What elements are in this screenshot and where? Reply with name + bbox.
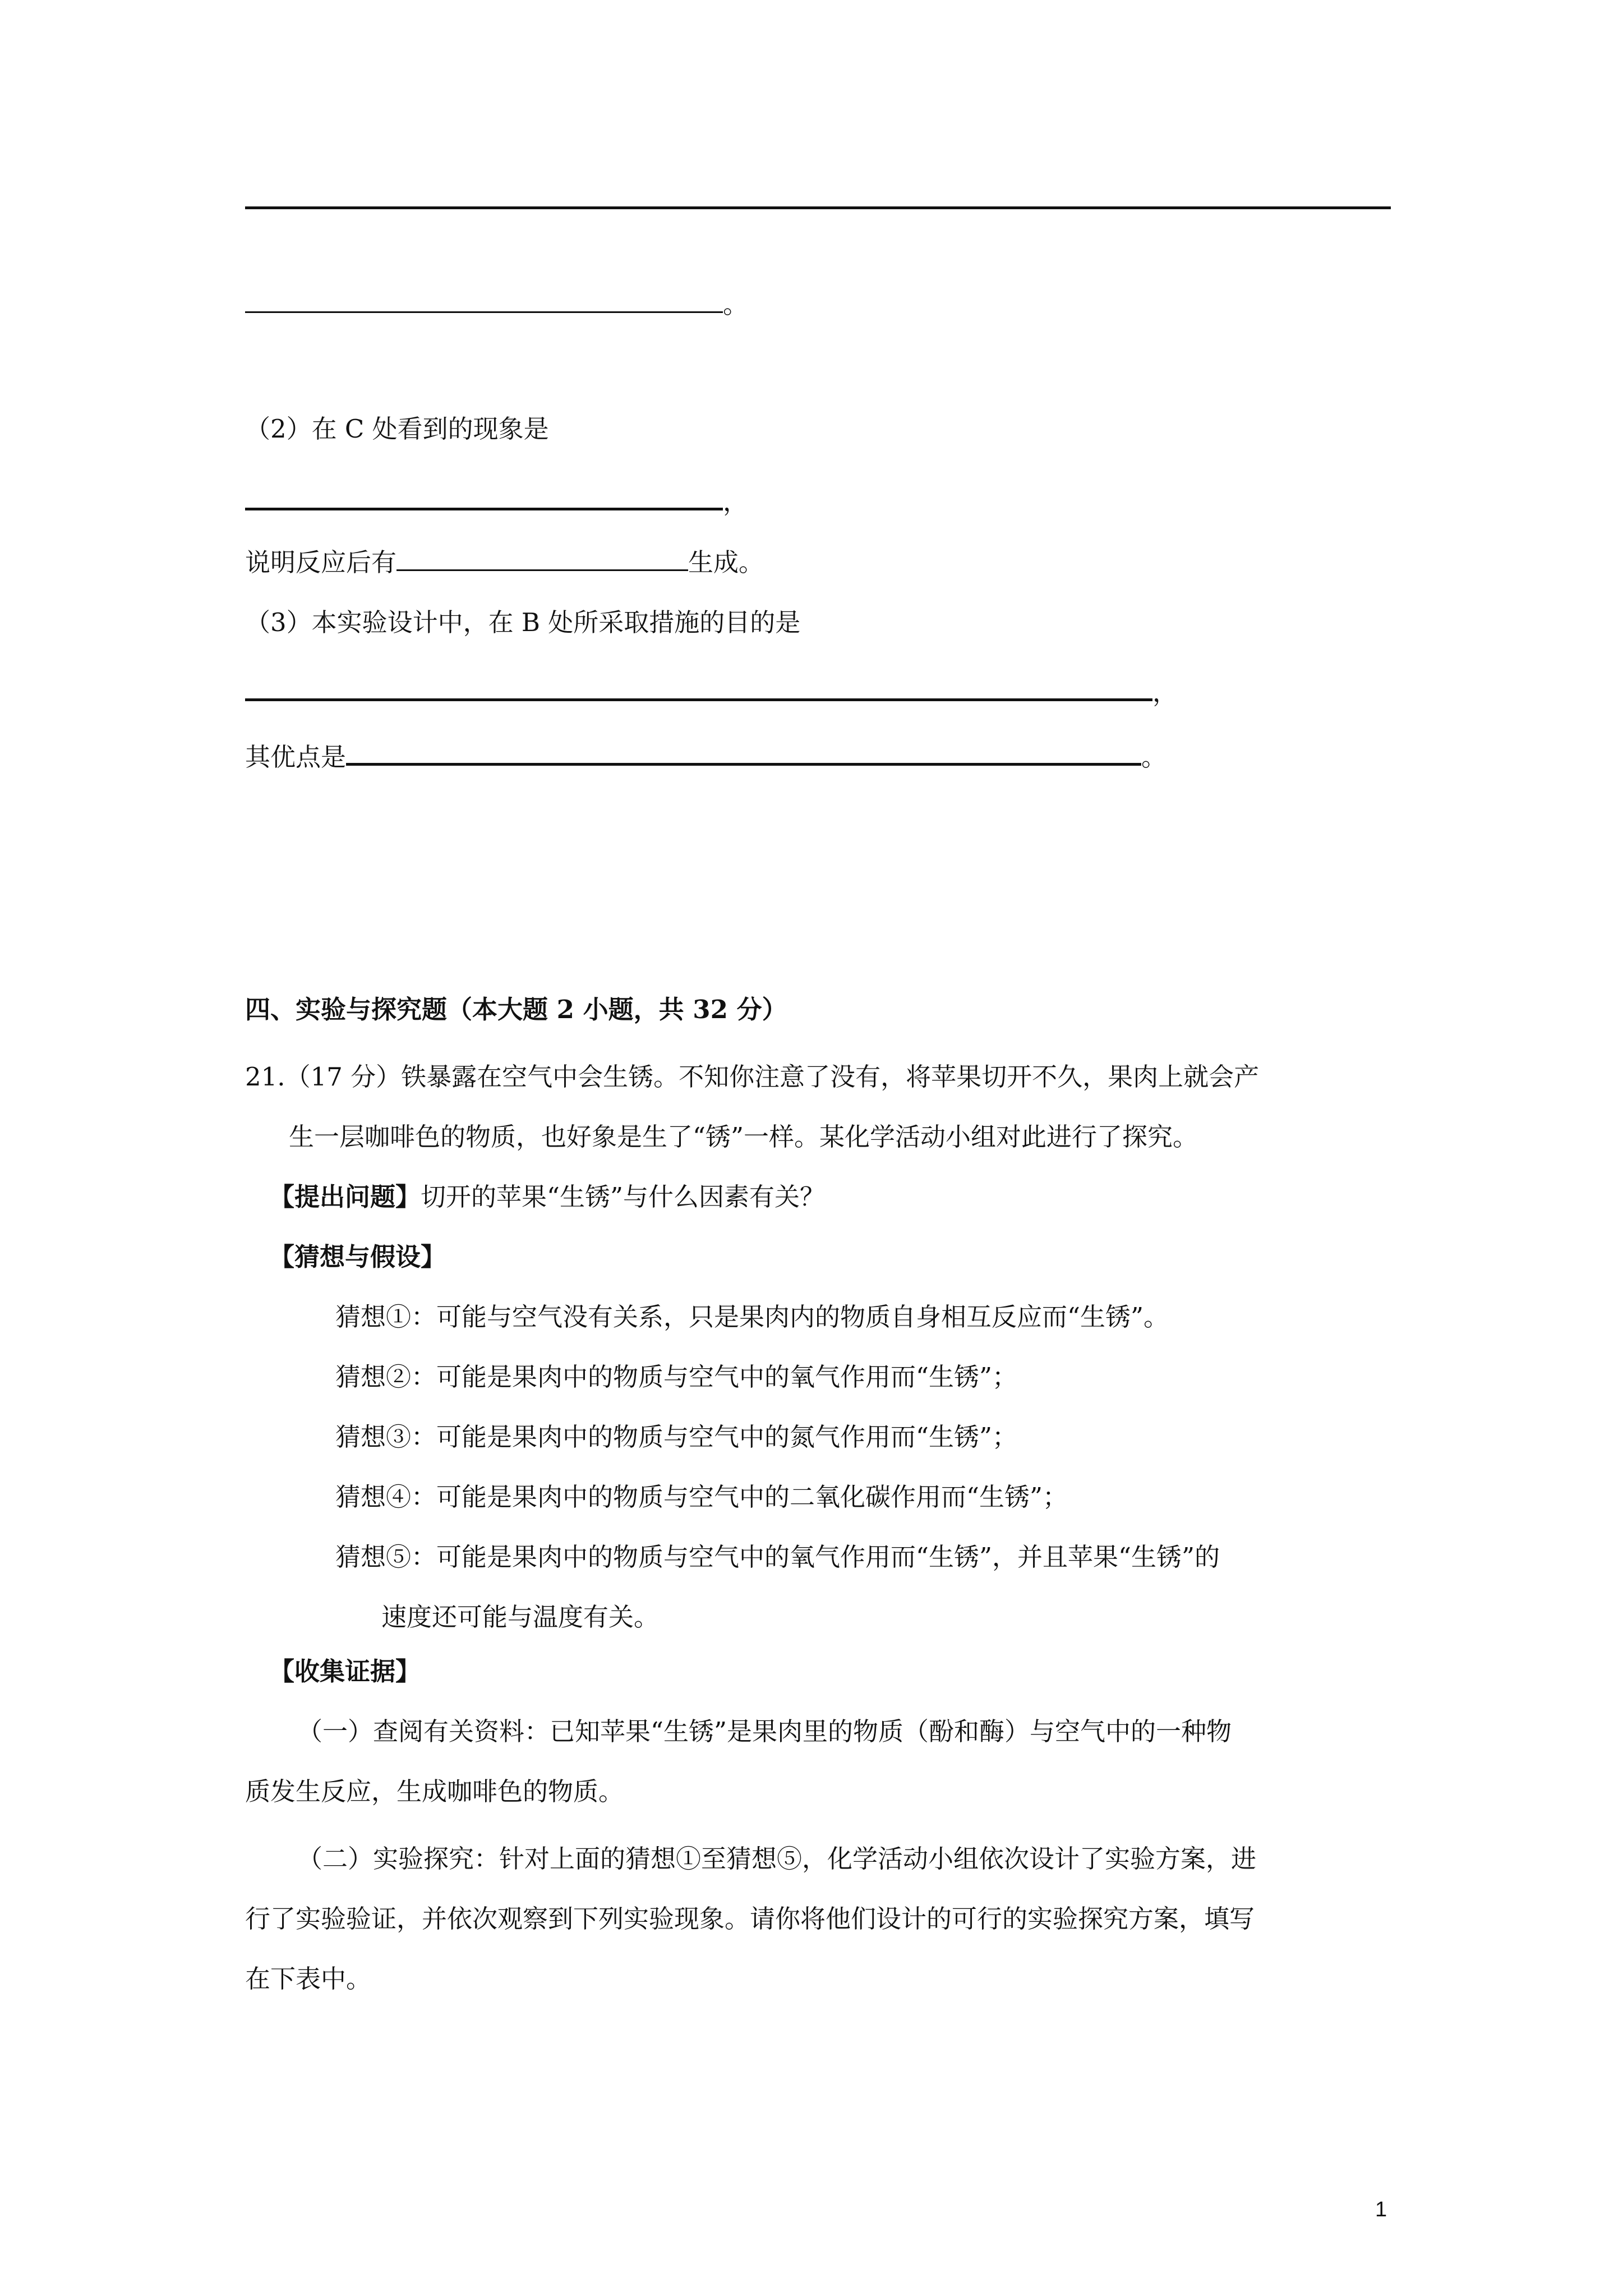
- q21-intro-line2: 生一层咖啡色的物质，也好象是生了“锈”一样。某化学活动小组对此进行了探究。: [289, 1122, 1198, 1152]
- evidence-1-line1: （一）查阅有关资料：已知苹果“生锈”是果肉里的物质（酚和酶）与空气中的一种物: [297, 1717, 1232, 1746]
- hypothesis-5: 猜想⑤：可能是果肉中的物质与空气中的氧气作用而“生锈”，并且苹果“生锈”的: [335, 1542, 1220, 1572]
- hypothesis-4: 猜想④：可能是果肉中的物质与空气中的二氧化碳作用而“生锈”；: [335, 1482, 1068, 1512]
- q20-answer-line-1: [245, 283, 748, 321]
- q20-part3-prompt: （3）本实验设计中，在 B 处所采取措施的目的是: [245, 608, 801, 637]
- line-suffix: 生成。: [688, 547, 764, 577]
- evidence-1-line2: 质发生反应，生成咖啡色的物质。: [245, 1777, 624, 1806]
- end-mark: 。: [723, 289, 749, 319]
- hypothesis-3: 猜想③：可能是果肉中的物质与空气中的氮气作用而“生锈”；: [335, 1422, 1018, 1452]
- answer-blank[interactable]: [396, 541, 688, 571]
- answer-blank[interactable]: [346, 735, 1141, 766]
- page-number: 1: [1375, 2198, 1387, 2221]
- answer-blank[interactable]: [245, 283, 723, 313]
- section-title: 四、实验与探究题（本大题 2 小题，共 32 分）: [245, 995, 787, 1024]
- evidence-2-line3: 在下表中。: [245, 1964, 372, 1994]
- comma: ，: [723, 487, 749, 517]
- question-section: [269, 1180, 825, 1214]
- hypothesis-5-cont: 速度还可能与温度有关。: [381, 1602, 660, 1632]
- evidence-2-line2: 行了实验验证，并依次观察到下列实验现象。请你将他们设计的可行的实验探究方案，填写: [245, 1904, 1255, 1934]
- question-label: 【提出问题】: [269, 1182, 421, 1212]
- q20-part3-line2: [245, 735, 1166, 774]
- answer-blank[interactable]: [245, 670, 1152, 701]
- line-suffix: 。: [1141, 742, 1167, 772]
- q20-part2-answer-line: [245, 480, 748, 519]
- hypothesis-label: 【猜想与假设】: [269, 1242, 446, 1272]
- q21-intro-line1: 21.（17 分）铁暴露在空气中会生锈。不知你注意了没有，将苹果切开不久，果肉上就会产: [245, 1062, 1260, 1092]
- q20-part3-answer-line: [245, 670, 1178, 710]
- line-prefix: 其优点是: [245, 742, 347, 772]
- q20-part2-prompt: （2）在 C 处看到的现象是: [245, 414, 549, 444]
- line-prefix: 说明反应后有: [245, 547, 397, 577]
- evidence-label: 【收集证据】: [269, 1657, 421, 1686]
- header-rule: [245, 206, 1391, 209]
- comma: ，: [1152, 678, 1178, 707]
- hypothesis-2: 猜想②：可能是果肉中的物质与空气中的氧气作用而“生锈”；: [335, 1362, 1018, 1392]
- answer-blank[interactable]: [245, 480, 723, 510]
- hypothesis-1: 猜想①：可能与空气没有关系，只是果肉内的物质自身相互反应而“生锈”。: [335, 1302, 1169, 1332]
- q20-part2-line2: [245, 541, 764, 579]
- question-text: 切开的苹果“生锈”与什么因素有关？: [421, 1182, 826, 1212]
- evidence-2-line1: （二）实验探究：针对上面的猜想①至猜想⑤，化学活动小组依次设计了实验方案，进: [297, 1844, 1257, 1874]
